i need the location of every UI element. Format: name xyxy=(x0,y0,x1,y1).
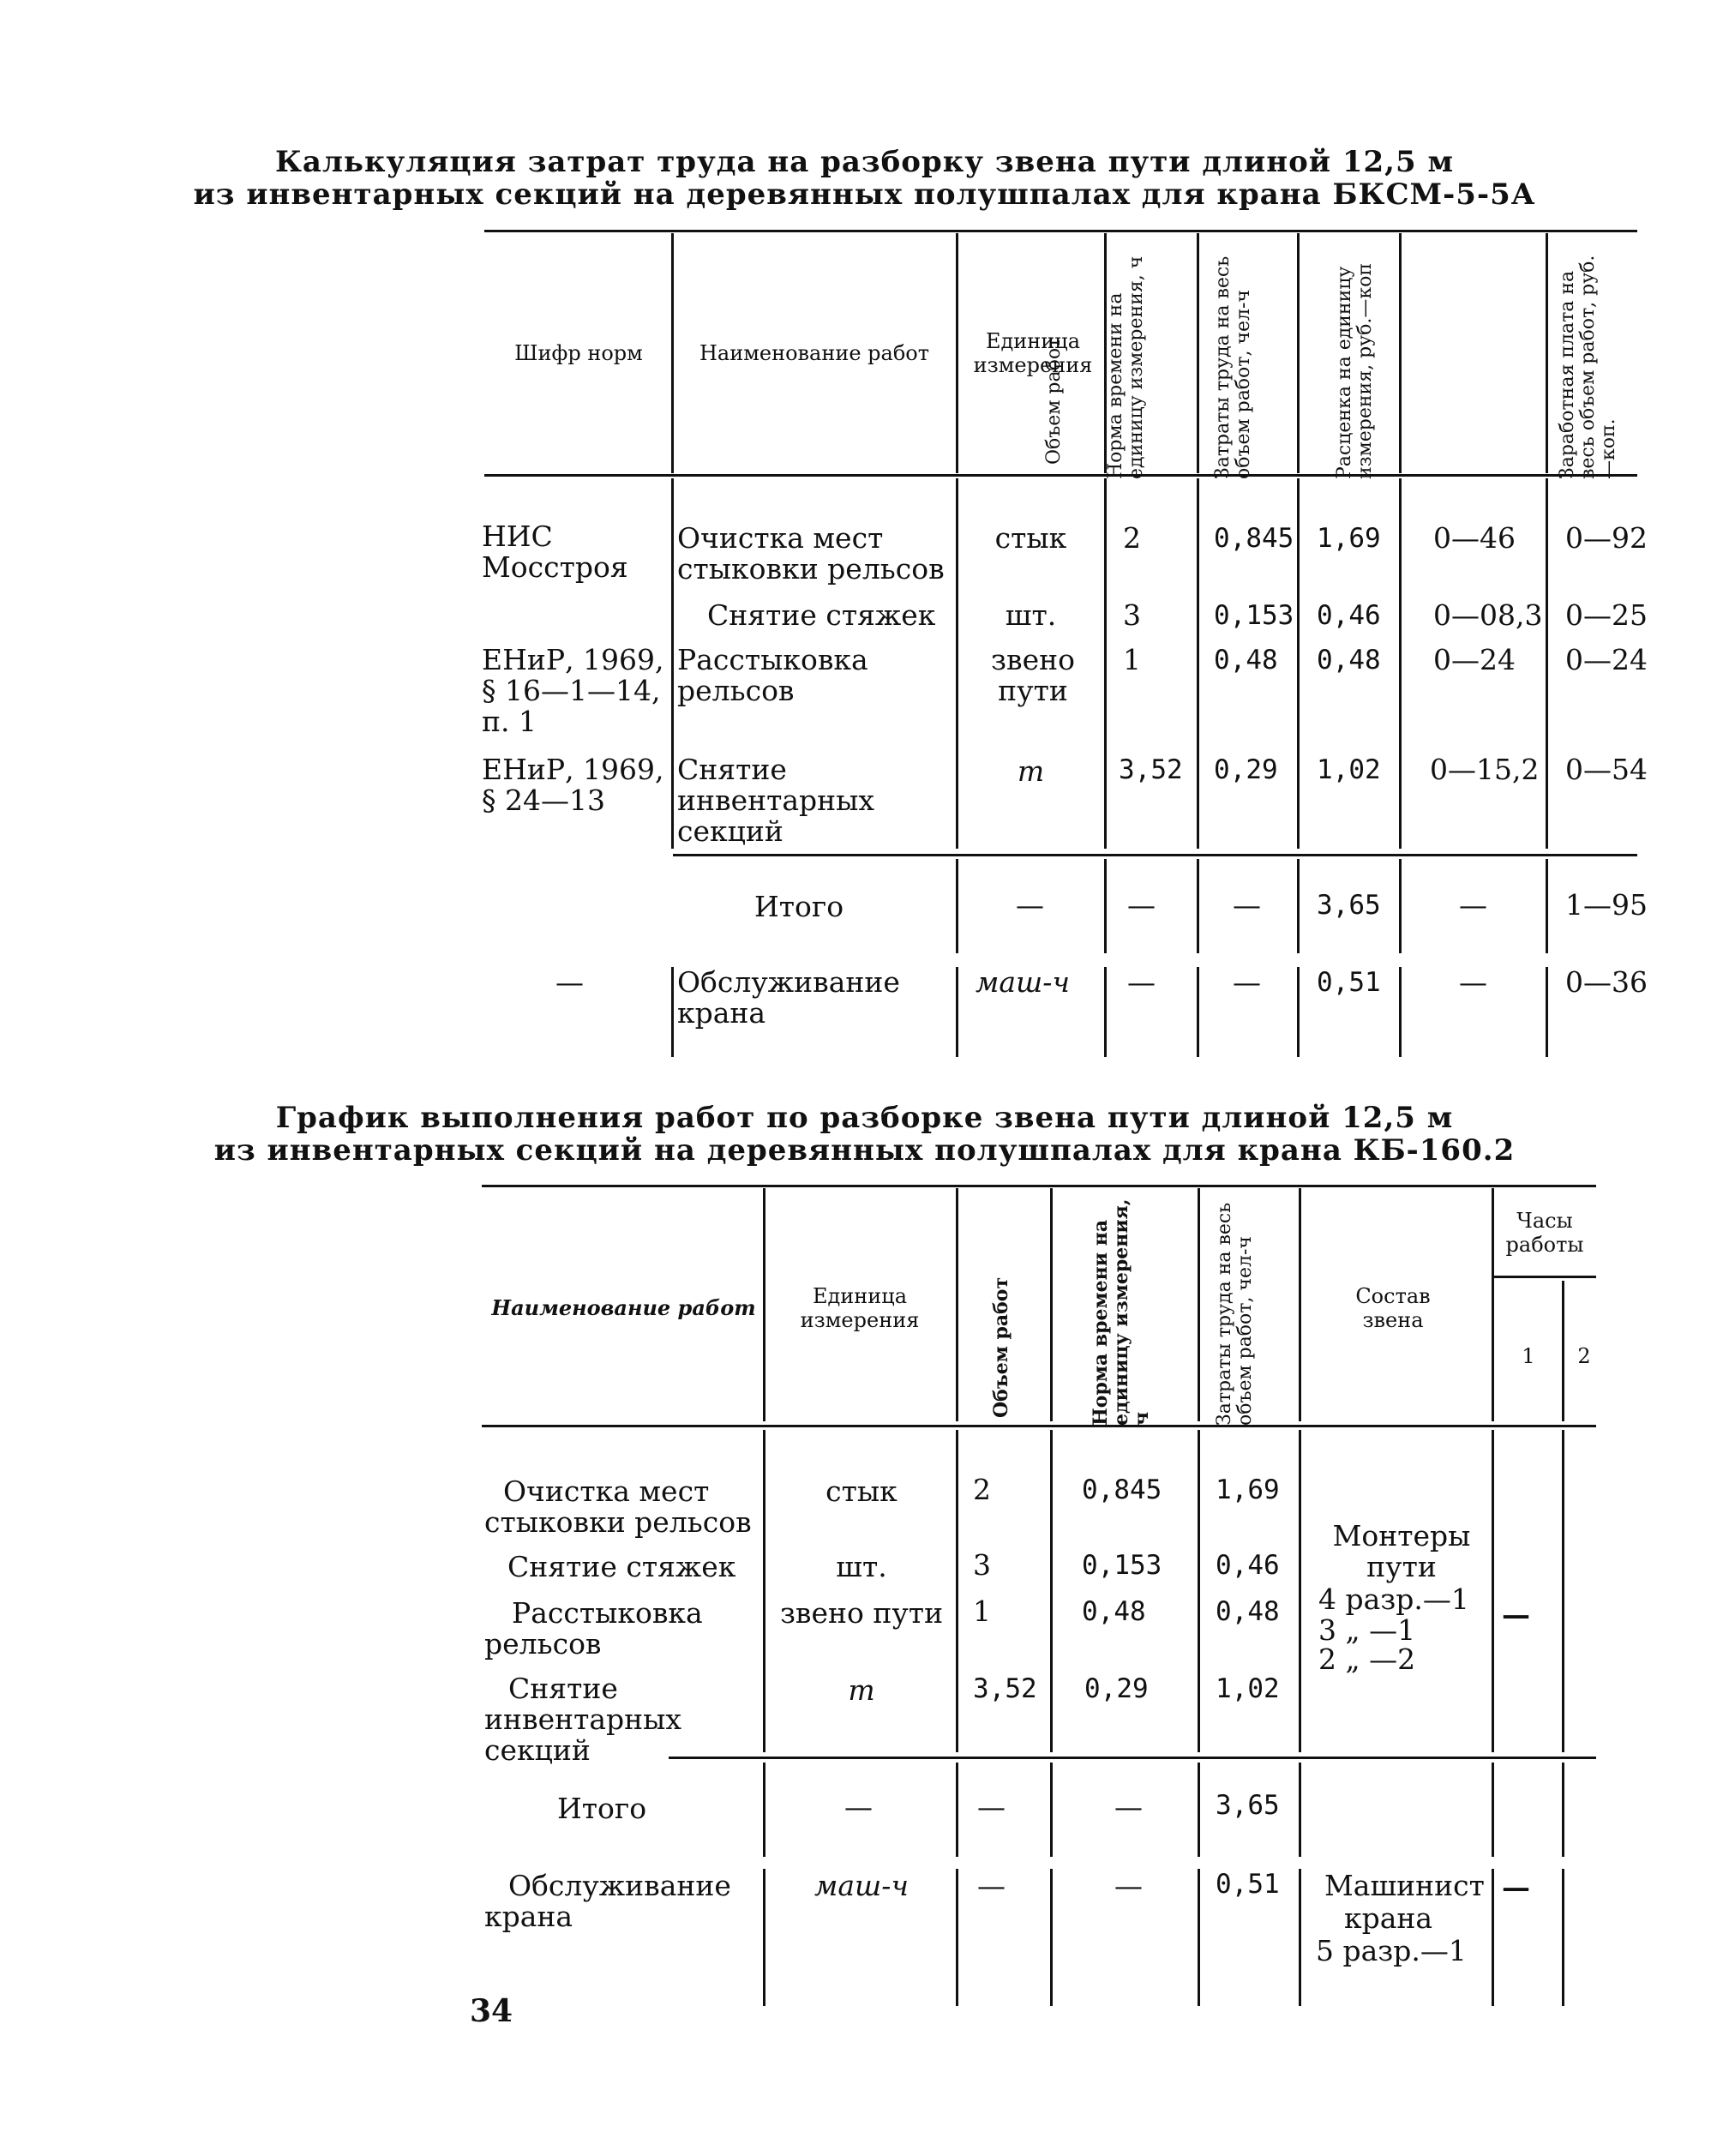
t2-header-name: Наименование работ xyxy=(491,1295,756,1320)
t1-vline xyxy=(1104,859,1107,953)
t1-r1-labor: 1,69 xyxy=(1317,523,1381,554)
t1-header-unit: Единица измерения xyxy=(973,329,1093,377)
t2-vline xyxy=(1050,1188,1053,1421)
t1-vline xyxy=(671,233,674,473)
t2-vline xyxy=(1492,1188,1494,1421)
t1-crane-labor: 0,51 xyxy=(1317,967,1381,998)
t1-vline xyxy=(1197,967,1199,1057)
t2-crew-dash: — xyxy=(1502,1598,1530,1631)
t2-vline xyxy=(1299,1430,1301,1752)
t2-crane-crew1: Машинист xyxy=(1324,1869,1485,1902)
t2-total-unit: — xyxy=(844,1790,873,1823)
t1-total-labor: 3,65 xyxy=(1317,890,1381,921)
t1-vline xyxy=(1546,859,1548,953)
t1-r2-labor: 0,46 xyxy=(1317,600,1381,631)
t2-vline xyxy=(763,1188,765,1421)
t1-vline xyxy=(1546,478,1548,849)
t2-header-hours: Часы работы xyxy=(1505,1209,1584,1257)
t1-r4-code: ЕНиР, 1969, § 24—13 xyxy=(482,753,664,817)
t2-header-h2: 2 xyxy=(1577,1344,1591,1368)
t2-vline xyxy=(956,1430,958,1752)
t1-vline xyxy=(671,478,674,849)
t1-r1-norm: 0,845 xyxy=(1214,523,1294,554)
t2-r1-volume: 2 xyxy=(973,1473,991,1506)
t1-r4-norm: 0,29 xyxy=(1214,754,1278,785)
t2-vline xyxy=(1198,1869,1200,2006)
t2-crew-line2: 3 „ —1 xyxy=(1318,1613,1416,1647)
t2-vline xyxy=(1299,1869,1301,2006)
table2-total-rule xyxy=(669,1757,1596,1759)
t2-r1-name: Очистка мест стыковки рельсов xyxy=(484,1474,752,1539)
t1-vline xyxy=(1297,233,1300,473)
t1-vline xyxy=(671,967,674,1057)
t1-r1-pay: 0—92 xyxy=(1565,521,1648,555)
t2-r2-name: Снятие стяжек xyxy=(507,1550,736,1583)
t1-vline xyxy=(1546,233,1548,473)
t1-header-pay: Заработная плата на весь объем работ, руб.—коп. xyxy=(1557,255,1619,479)
t2-vline xyxy=(1492,1763,1494,1857)
t2-vline xyxy=(1562,1430,1564,1752)
t1-vline xyxy=(1297,478,1300,849)
t2-r3-volume: 1 xyxy=(973,1594,991,1628)
t1-crane-volume: — xyxy=(1127,965,1156,999)
table1-header-rule xyxy=(484,474,1637,477)
t2-crew-title: Монтеры пути xyxy=(1332,1519,1471,1583)
t2-r2-norm: 0,153 xyxy=(1082,1550,1162,1581)
t1-vline xyxy=(1399,478,1402,849)
t2-crane-dash: — xyxy=(1502,1871,1530,1904)
t2-r2-volume: 3 xyxy=(973,1548,991,1582)
t1-total-name: Итого xyxy=(754,890,844,923)
t1-total-unit: — xyxy=(1016,888,1044,922)
t2-vline xyxy=(1562,1763,1564,1857)
t2-header-h1: 1 xyxy=(1522,1344,1535,1368)
t2-vline xyxy=(1492,1869,1494,2006)
t2-vline xyxy=(1198,1763,1200,1857)
t2-r2-unit: шт. xyxy=(836,1550,887,1583)
t2-header-crew: Состав звена xyxy=(1355,1284,1431,1332)
t2-vline xyxy=(1492,1430,1494,1752)
t1-header-rate: Расценка на единицу измерения, руб.—коп xyxy=(1334,262,1376,479)
t1-vline xyxy=(1546,967,1548,1057)
t2-crew-line1: 4 разр.—1 xyxy=(1318,1582,1469,1616)
t2-crew-line3: 2 „ —2 xyxy=(1318,1643,1416,1676)
t2-crane-volume: — xyxy=(977,1869,1006,1902)
t1-vline xyxy=(956,967,958,1057)
table2-top-rule xyxy=(482,1185,1596,1187)
page-number: 34 xyxy=(470,1993,513,2029)
t2-crane-labor: 0,51 xyxy=(1216,1869,1280,1900)
t1-r2-norm: 0,153 xyxy=(1214,600,1294,631)
t2-crane-norm: — xyxy=(1114,1869,1143,1902)
t1-r3-name: Расстыковка рельсов xyxy=(677,643,868,707)
t2-vline xyxy=(956,1869,958,2006)
t1-r3-rate: 0—24 xyxy=(1433,643,1516,676)
t2-r3-labor: 0,48 xyxy=(1216,1596,1280,1627)
table1-title-line1: Калькуляция затрат труда на разборку звена пути длиной 12,5 м xyxy=(274,145,1454,179)
t2-crane-unit: маш-ч xyxy=(814,1869,909,1902)
t2-vline xyxy=(1050,1430,1053,1752)
t1-r1-name: Очистка мест стыковки рельсов xyxy=(677,521,945,586)
t1-header-code: Шифр норм xyxy=(514,341,643,365)
t2-header-labor: Затраты труда на весь объем работ, чел-ч xyxy=(1214,1202,1256,1426)
t2-total-name: Итого xyxy=(557,1792,647,1825)
t2-vline xyxy=(1050,1869,1053,2006)
t2-header-volume: Объем работ xyxy=(990,1276,1012,1418)
t2-r4-name: Снятие инвентарных секций xyxy=(484,1672,682,1767)
t1-r2-rate: 0—08,3 xyxy=(1433,598,1543,632)
t1-crane-norm: — xyxy=(1233,965,1261,999)
table2-hours-rule xyxy=(1493,1276,1596,1278)
t2-vline xyxy=(763,1869,765,2006)
t1-header-norm: Норма времени на единицу измерения, ч xyxy=(1105,255,1147,479)
t1-vline xyxy=(1104,478,1107,849)
t1-r1-rate: 0—46 xyxy=(1433,521,1516,555)
t2-r1-unit: стык xyxy=(825,1474,898,1508)
t2-crane-name: Обслуживание крана xyxy=(484,1869,731,1933)
t1-crane-pay: 0—36 xyxy=(1565,965,1648,999)
t1-vline xyxy=(1399,859,1402,953)
t1-vline xyxy=(1197,859,1199,953)
t1-r3-norm: 0,48 xyxy=(1214,645,1278,676)
t1-r4-labor: 1,02 xyxy=(1317,754,1381,785)
t1-r3-unit: звено пути xyxy=(991,643,1075,707)
t1-vline xyxy=(1197,233,1199,473)
t1-r1-code: НИС Мосстроя xyxy=(482,519,628,584)
t2-vline xyxy=(956,1188,958,1421)
t2-r4-volume: 3,52 xyxy=(973,1673,1037,1704)
table2-header-rule xyxy=(482,1425,1596,1427)
t1-vline xyxy=(1104,967,1107,1057)
t1-crane-unit: маш-ч xyxy=(976,965,1070,999)
t1-total-rate: — xyxy=(1459,888,1487,922)
t2-total-norm: — xyxy=(1114,1790,1143,1823)
table1-title xyxy=(0,146,1729,211)
t1-r3-labor: 0,48 xyxy=(1317,645,1381,676)
t2-vline xyxy=(1198,1188,1200,1421)
t1-r4-volume: 3,52 xyxy=(1119,754,1183,785)
t1-vline xyxy=(956,859,958,953)
t2-total-labor: 3,65 xyxy=(1216,1790,1280,1821)
t2-r3-unit: звено пути xyxy=(779,1596,944,1630)
t1-header-name: Наименование работ xyxy=(699,341,930,365)
t1-crane-rate: — xyxy=(1459,965,1487,999)
t2-r1-labor: 1,69 xyxy=(1216,1474,1280,1505)
t1-crane-code: — xyxy=(555,965,584,999)
t2-header-norm: Норма времени на единицу измерения, ч xyxy=(1090,1198,1153,1426)
t1-r2-unit: шт. xyxy=(1005,598,1057,632)
t1-r1-volume: 2 xyxy=(1123,521,1141,555)
t2-r4-unit: т xyxy=(848,1673,875,1707)
table2-title xyxy=(0,1102,1729,1167)
t2-vline xyxy=(1299,1188,1301,1421)
table2-title-line2: из инвентарных секций на деревянных полушпалах для крана КБ-160.2 xyxy=(213,1133,1516,1168)
table2-title-line1: График выполнения работ по разборке звена пути длиной 12,5 м xyxy=(275,1101,1454,1135)
t1-total-volume: — xyxy=(1127,888,1156,922)
t2-r4-labor: 1,02 xyxy=(1216,1673,1280,1704)
t2-r2-labor: 0,46 xyxy=(1216,1550,1280,1581)
t1-vline xyxy=(1197,478,1199,849)
t1-r1-unit: стык xyxy=(994,521,1067,555)
t2-total-volume: — xyxy=(977,1790,1006,1823)
t1-vline xyxy=(1399,967,1402,1057)
t1-vline xyxy=(956,233,958,473)
t2-r3-norm: 0,48 xyxy=(1082,1596,1146,1627)
t1-r4-pay: 0—54 xyxy=(1565,753,1648,786)
t2-vline xyxy=(1562,1281,1564,1421)
t1-r2-name: Снятие стяжек xyxy=(707,598,936,632)
t2-r4-norm: 0,29 xyxy=(1084,1673,1149,1704)
t2-vline xyxy=(1198,1430,1200,1752)
t2-vline xyxy=(1562,1869,1564,2006)
t2-vline xyxy=(763,1763,765,1857)
t1-r2-pay: 0—25 xyxy=(1565,598,1648,632)
t1-r4-rate: 0—15,2 xyxy=(1430,753,1540,786)
t1-r3-code: ЕНиР, 1969, § 16—1—14, п. 1 xyxy=(482,643,664,738)
t2-r1-norm: 0,845 xyxy=(1082,1474,1162,1505)
t1-r3-volume: 1 xyxy=(1123,643,1141,676)
t1-r4-unit: т xyxy=(1017,754,1045,788)
t2-vline xyxy=(956,1763,958,1857)
t2-crane-crew3: 5 разр.—1 xyxy=(1316,1934,1467,1967)
table1-title-line2: из инвентарных секций на деревянных полушпалах для крана БКСМ-5-5А xyxy=(193,177,1536,212)
t1-vline xyxy=(1297,967,1300,1057)
t1-header-volume: Объем работ xyxy=(1043,337,1065,465)
t2-header-unit: Единица измерения xyxy=(800,1284,920,1332)
t1-crane-name: Обслуживание крана xyxy=(677,965,900,1030)
t2-crane-crew2: крана xyxy=(1344,1901,1433,1935)
t1-r2-volume: 3 xyxy=(1123,598,1141,632)
t1-header-labor: Затраты труда на весь объем работ, чел-ч xyxy=(1212,255,1254,479)
t1-vline xyxy=(1297,859,1300,953)
table1-total-rule xyxy=(673,854,1637,856)
t1-total-norm: — xyxy=(1233,888,1261,922)
t2-vline xyxy=(1050,1763,1053,1857)
t2-vline xyxy=(1299,1763,1301,1857)
t1-total-pay: 1—95 xyxy=(1565,888,1648,922)
t1-r4-name: Снятие инвентарных секций xyxy=(677,753,875,848)
t2-r3-name: Расстыковка рельсов xyxy=(484,1596,703,1661)
table1-top-rule xyxy=(484,230,1637,232)
t1-r3-pay: 0—24 xyxy=(1565,643,1648,676)
